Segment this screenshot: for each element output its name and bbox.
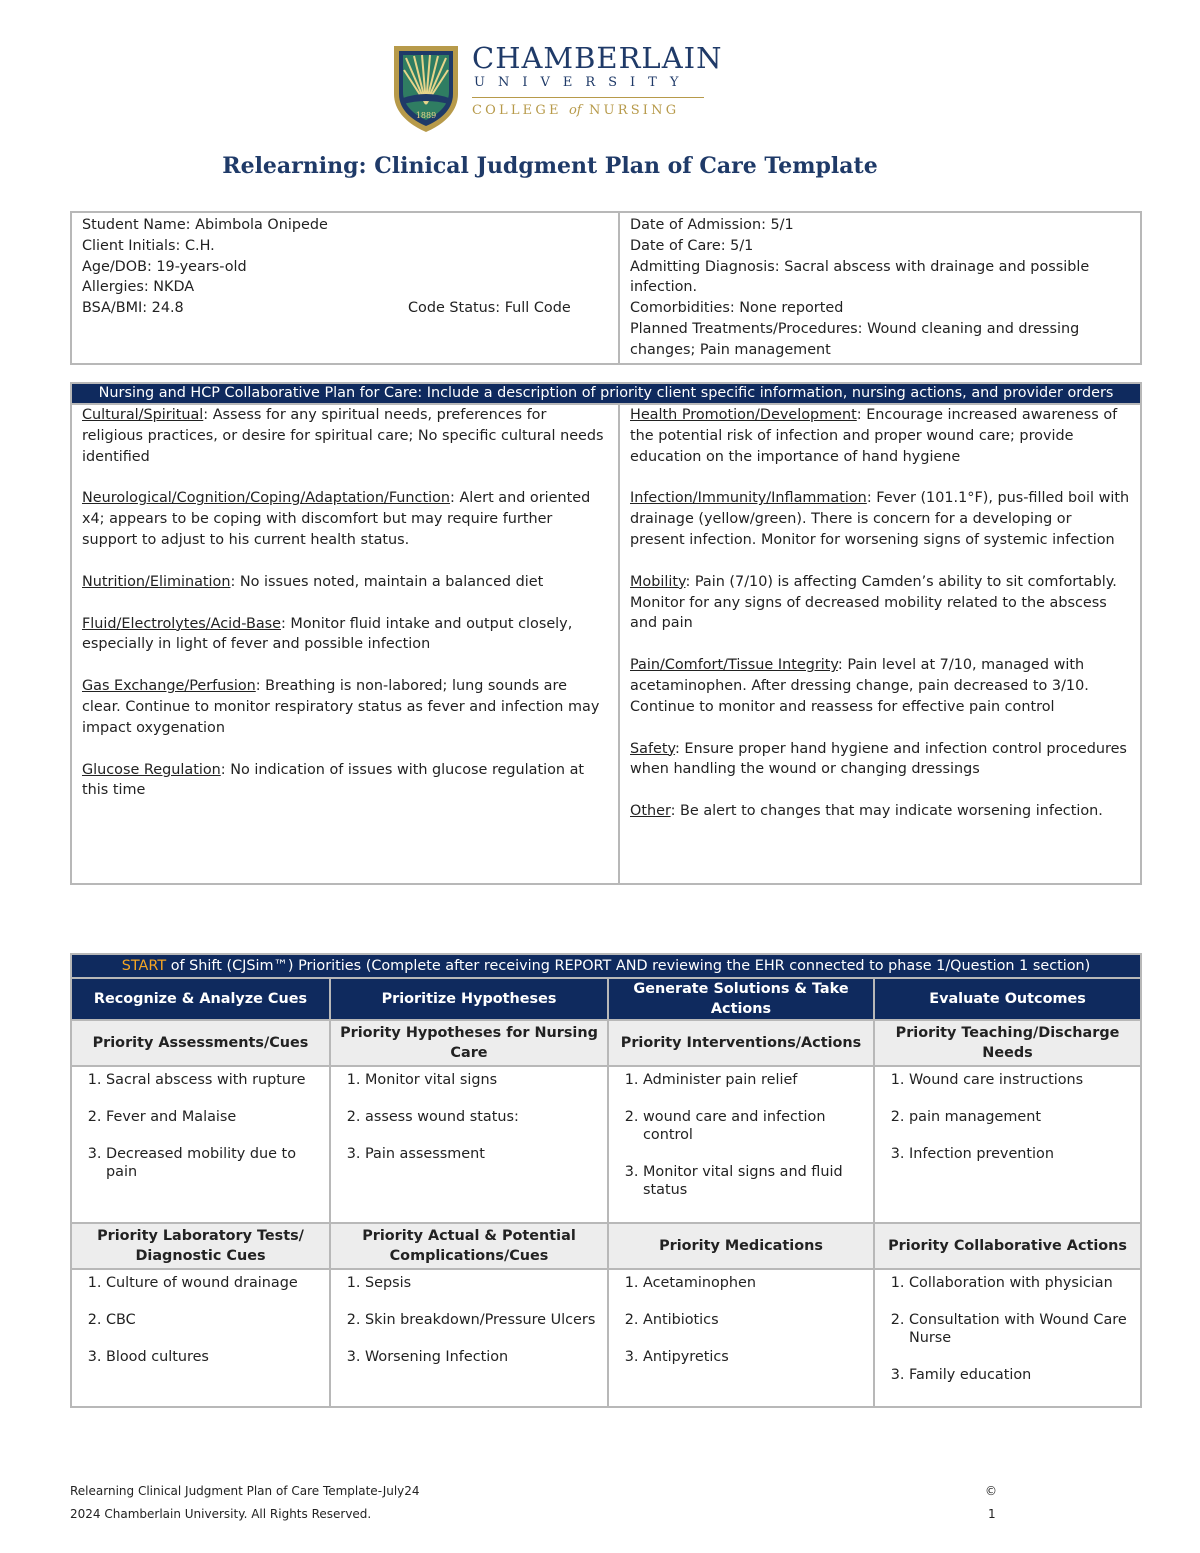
priority-list-item: 3. Blood cultures [106, 1348, 323, 1366]
priority-list-item: 2. Antibiotics [643, 1311, 867, 1329]
plan-left-section-label: Gas Exchange/Perfusion [82, 678, 256, 695]
priority-list [84, 1071, 323, 1181]
priority-list-item: 3. Infection prevention [909, 1145, 1134, 1163]
client-initials: Client Initials: C.H. [82, 237, 215, 254]
university-logo [390, 41, 723, 134]
priority-list [343, 1274, 601, 1366]
column-header: Generate Solutions & Take Actions [608, 978, 874, 1020]
sub-header: Priority Laboratory Tests/ Diagnostic Cues [71, 1223, 330, 1269]
admission-date: Date of Admission: 5/1 [630, 217, 794, 233]
priority-list [621, 1274, 867, 1366]
priority-list-cell [71, 1269, 330, 1407]
sub-header: Priority Hypotheses for Nursing Care [330, 1020, 608, 1066]
priority-list-item: 3. Family education [909, 1366, 1134, 1384]
plan-right-section-label: Infection/Immunity/Inflammation [630, 490, 867, 507]
plan-left-section [82, 676, 608, 738]
logo-rule [472, 97, 704, 98]
plan-right-section [630, 739, 1130, 781]
plan-left-section-label: Cultural/Spiritual [82, 407, 204, 423]
priority-list [887, 1274, 1134, 1384]
footer-line1: Relearning Clinical Judgment Plan of Care Template-July24 [70, 1484, 420, 1498]
priority-list [84, 1274, 323, 1366]
plan-right-section-text: : Encourage increased awareness of the potential risk of infection and proper wound care; provide education on the importance of hand hygiene [630, 407, 1118, 465]
plan-right-section-label: Pain/Comfort/Tissue Integrity [630, 657, 838, 674]
plan-left-column [71, 404, 619, 884]
priority-list-item: 1. Acetaminophen [643, 1274, 867, 1292]
priority-list-item: 2. Skin breakdown/Pressure Ulcers [365, 1311, 601, 1329]
client-info-left [71, 212, 619, 364]
priority-list-item: 2. assess wound status: [365, 1108, 601, 1126]
priority-list-item: 2. Fever and Malaise [106, 1108, 323, 1126]
priority-list-cell [874, 1269, 1141, 1407]
plan-right-column [619, 404, 1141, 884]
plan-right-section-text: : Fever (101.1°F), pus-filled boil with drainage (yellow/green). There is concern for a developing or present infection. Monitor for worsening signs of systemic infection [630, 490, 1130, 548]
plan-right-section-label: Mobility [630, 573, 686, 590]
plan-left-section-text: : Alert and oriented x4; appears to be coping with discomfort but may require further support to adjust to his current health status. [82, 490, 591, 548]
priority-list-item: 1. Sepsis [365, 1274, 601, 1292]
plan-right-section-label: Safety [630, 740, 675, 757]
plan-right-section-text: : Ensure proper hand hygiene and infection control procedures when handling the wound or changing dressings [630, 740, 1127, 778]
priority-list [887, 1071, 1134, 1163]
plan-right-section-text: : Pain level at 7/10, managed with acetaminophen. After dressing change, pain decreased to 3/10. Continue to monitor and reassess for effective pain control [630, 657, 1089, 715]
sub-header: Priority Collaborative Actions [874, 1223, 1141, 1269]
sub-header: Priority Interventions/Actions [608, 1020, 874, 1066]
plan-right-section-label: Health Promotion/Development [630, 407, 857, 423]
plan-left-section-label: Glucose Regulation [82, 761, 221, 778]
sub-header: Priority Actual & Potential Complications/Cues [330, 1223, 608, 1269]
code-status: Code Status: Full Code [408, 300, 571, 317]
plan-left-section-label: Fluid/Electrolytes/Acid-Base [82, 615, 281, 632]
plan-left-section-text: : Breathing is non-labored; lung sounds are clear. Continue to monitor respiratory status as fever and infection may impact oxygenation [82, 678, 600, 736]
priority-list-item: 3. Worsening Infection [365, 1348, 601, 1366]
column-header: Prioritize Hypotheses [330, 978, 608, 1020]
plan-left-section-label: Neurological/Cognition/Coping/Adaptation/Function [82, 490, 451, 507]
plan-left-section-text: : Monitor fluid intake and output closely, especially in light of fever and possible infection [82, 615, 573, 653]
logo-line-college: COLLEGE of NURSING [472, 103, 680, 118]
sub-header: Priority Medications [608, 1223, 874, 1269]
client-info-table [70, 211, 1142, 365]
priority-list-item: 1. Sacral abscess with rupture [106, 1071, 323, 1089]
plan-right-section [630, 801, 1130, 822]
client-allergies: Allergies: NKDA [82, 279, 195, 296]
priority-list-cell [71, 1066, 330, 1223]
shift-header: START of Shift (CJSim™) Priorities (Complete after receiving REPORT AND reviewing the EHR connected to phase 1/Question 1 section) [71, 954, 1141, 978]
priority-list [621, 1071, 867, 1199]
plan-right-section [630, 405, 1130, 467]
footer-right [985, 1480, 997, 1526]
footer-line2: 2024 Chamberlain University. All Rights Reserved. [70, 1507, 372, 1521]
client-info-right [619, 212, 1141, 364]
priority-list-item: 3. Monitor vital signs and fluid status [643, 1163, 867, 1199]
plan-left-section [82, 405, 608, 467]
priority-list-cell [330, 1269, 608, 1407]
priority-list-item: 1. Administer pain relief [643, 1071, 867, 1089]
plan-left-section [82, 572, 608, 593]
sub-header: Priority Assessments/Cues [71, 1020, 330, 1066]
priority-list-cell [608, 1066, 874, 1223]
svg-text:1889: 1889 [415, 111, 437, 120]
copyright-symbol: © [985, 1484, 997, 1498]
comorbidities: Comorbidities: None reported [630, 300, 844, 317]
page-title: Relearning: Clinical Judgment Plan of Care Template [222, 153, 878, 179]
priority-list-cell [330, 1066, 608, 1223]
collaborative-plan-table [70, 382, 1142, 885]
sub-header: Priority Teaching/Discharge Needs [874, 1020, 1141, 1066]
plan-right-section-text: : Be alert to changes that may indicate worsening infection. [670, 803, 1103, 820]
admitting-diagnosis: Admitting Diagnosis: Sacral abscess with drainage and possible infection. [630, 258, 1090, 296]
priority-list-item: 2. wound care and infection control [643, 1108, 867, 1144]
priority-list-item: 3. Decreased mobility due to pain [106, 1145, 323, 1181]
plan-right-section [630, 655, 1130, 717]
plan-left-section-label: Nutrition/Elimination [82, 573, 231, 590]
logo-line-university: UNIVERSITY [474, 75, 692, 90]
priority-list-item: 1. Collaboration with physician [909, 1274, 1134, 1292]
priority-list-item: 2. Consultation with Wound Care Nurse [909, 1311, 1134, 1347]
footer [70, 1480, 420, 1526]
plan-right-section [630, 488, 1130, 550]
plan-left-section [82, 760, 608, 802]
student-name: Student Name: Abimbola Onipede [82, 217, 328, 233]
priority-list-item: 3. Pain assessment [365, 1145, 601, 1163]
priority-list-item: 1. Monitor vital signs [365, 1071, 601, 1089]
shift-priorities-table [70, 953, 1142, 1408]
plan-header: Nursing and HCP Collaborative Plan for Care: Include a description of priority client specific information, nursing actions, and provider orders [71, 383, 1141, 404]
planned-treatments: Planned Treatments/Procedures: Wound cleaning and dressing changes; Pain management [630, 320, 1080, 358]
client-age: Age/DOB: 19-years-old [82, 258, 247, 275]
column-header: Evaluate Outcomes [874, 978, 1141, 1020]
plan-right-section-text: : Pain (7/10) is affecting Camden’s ability to sit comfortably. Monitor for any signs of decreased mobility related to the abscess and pain [630, 573, 1117, 632]
page-number: 1 [988, 1507, 996, 1521]
plan-left-section [82, 488, 608, 550]
priority-list-item: 2. pain management [909, 1108, 1134, 1126]
shield-icon [390, 42, 462, 134]
priority-list-item: 3. Antipyretics [643, 1348, 867, 1366]
priority-list-item: 1. Culture of wound drainage [106, 1274, 323, 1292]
logo-line-chamberlain: CHAMBERLAIN [472, 41, 723, 75]
priority-list-cell [608, 1269, 874, 1407]
plan-left-section-text: : Assess for any spiritual needs, preferences for religious practices, or desire for spiritual care; No specific cultural needs identified [82, 407, 604, 465]
priority-list-item: 2. CBC [106, 1311, 323, 1329]
priority-list [343, 1071, 601, 1163]
plan-right-section [630, 572, 1130, 634]
column-header: Recognize & Analyze Cues [71, 978, 330, 1020]
care-date: Date of Care: 5/1 [630, 237, 754, 254]
plan-left-section [82, 614, 608, 656]
client-bsa: BSA/BMI: 24.8 [82, 300, 184, 317]
priority-list-item: 1. Wound care instructions [909, 1071, 1134, 1089]
priority-list-cell [874, 1066, 1141, 1223]
plan-left-section-text: : No indication of issues with glucose regulation at this time [82, 761, 585, 799]
plan-left-section-text: : No issues noted, maintain a balanced diet [230, 573, 544, 590]
plan-right-section-label: Other [630, 803, 671, 820]
